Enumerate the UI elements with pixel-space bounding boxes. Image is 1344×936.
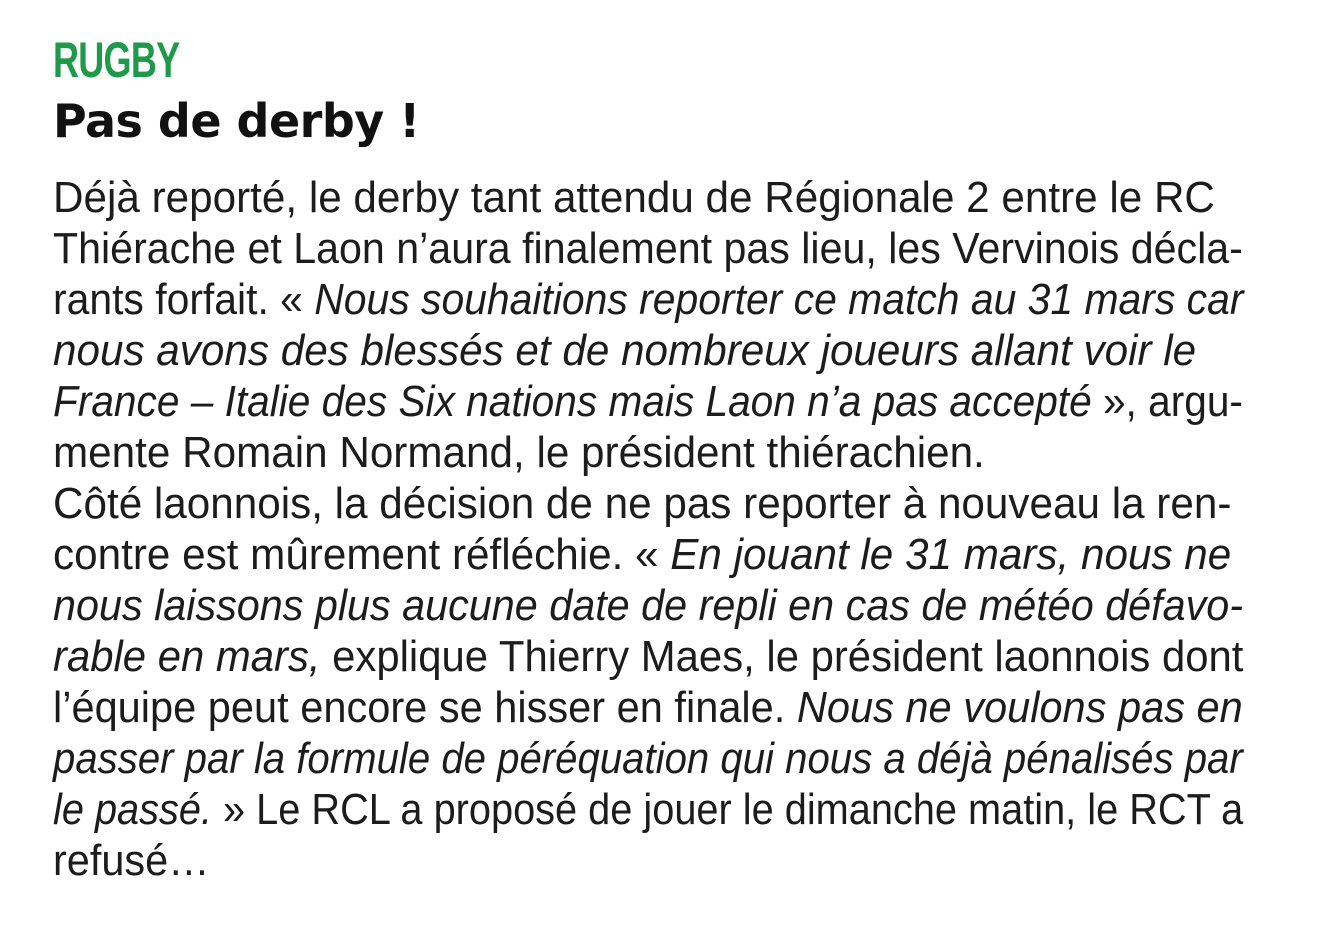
body-line: passer par la formule de péréquation qui nous a déjà pénalisés par bbox=[53, 734, 1243, 783]
article-body bbox=[53, 172, 1293, 886]
headline: Pas de derby ! bbox=[53, 94, 420, 148]
section-kicker: RUGBY bbox=[53, 32, 180, 88]
body-line: l’équipe peut encore se hisser en finale. Nous ne voulons pas en bbox=[53, 683, 1243, 732]
body-line: le passé. » Le RCL a proposé de jouer le dimanche matin, le RCT a bbox=[53, 785, 1244, 834]
body-line: mente Romain Normand, le président thiérachien. bbox=[53, 428, 985, 477]
body-line: refusé… bbox=[53, 836, 210, 885]
body-line: nous avons des blessés et de nombreux joueurs allant voir le bbox=[53, 326, 1197, 375]
body-line: rable en mars, explique Thierry Maes, le président laonnois dont bbox=[53, 632, 1244, 681]
body-line: Thiérache et Laon n’aura finalement pas lieu, les Vervinois décla- bbox=[53, 224, 1243, 273]
body-line: nous laissons plus aucune date de repli en cas de météo défavo- bbox=[53, 581, 1244, 630]
body-line: Déjà reporté, le derby tant attendu de Régionale 2 entre le RC bbox=[53, 173, 1215, 222]
body-line: contre est mûrement réfléchie. « En jouant le 31 mars, nous ne bbox=[53, 530, 1232, 579]
body-line: rants forfait. « Nous souhaitions reporter ce match au 31 mars car bbox=[53, 275, 1244, 324]
body-line: France – Italie des Six nations mais Laon n’a pas accepté », argu- bbox=[53, 377, 1243, 426]
body-line: Côté laonnois, la décision de ne pas reporter à nouveau la ren- bbox=[53, 479, 1232, 528]
article bbox=[53, 30, 1293, 886]
